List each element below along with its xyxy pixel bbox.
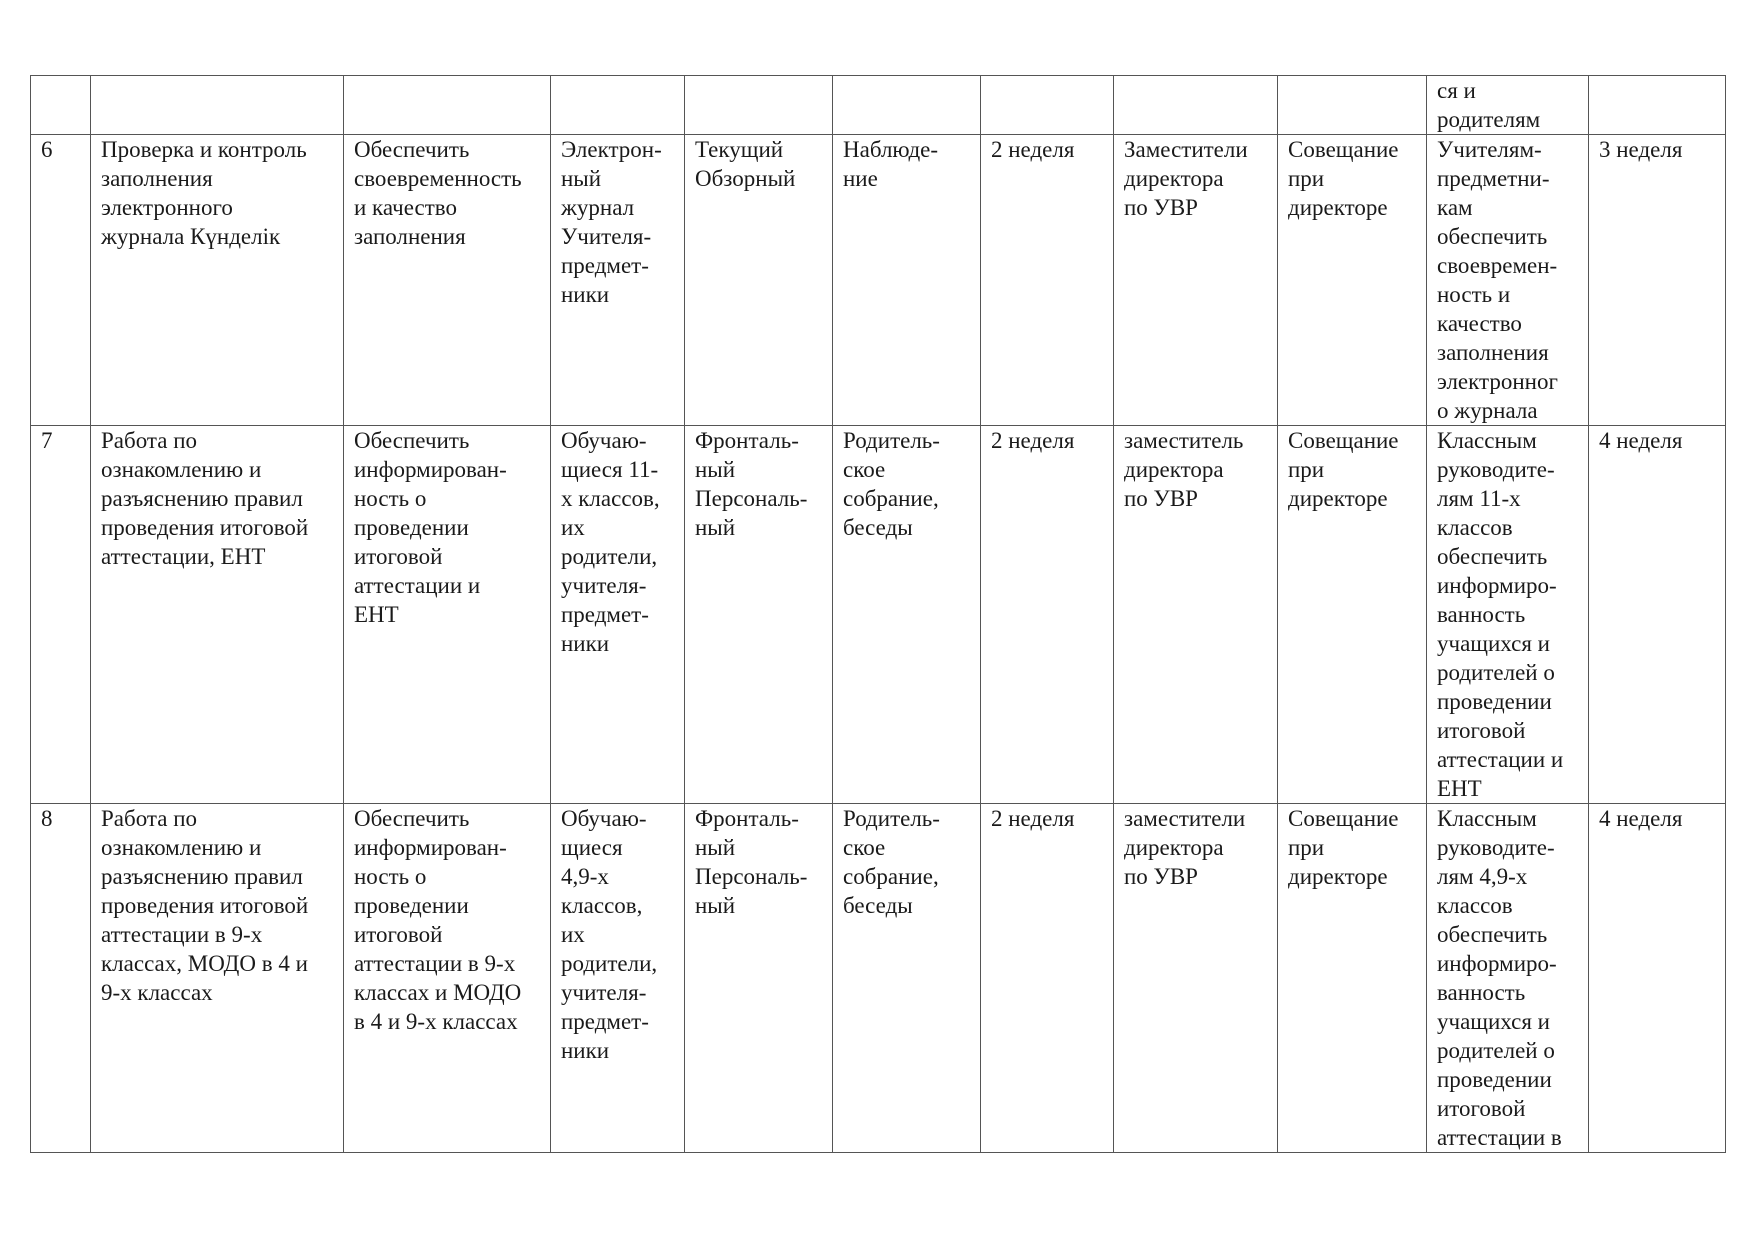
cell-number: 7 bbox=[31, 426, 91, 804]
cell-goal: Обеспечить информирован- ность о проведении итоговой аттестации в 9-х классах и МОДО в 4 и 9-х классах bbox=[344, 804, 551, 1153]
cell-goal: Обеспечить информирован- ность о проведении итоговой аттестации и ЕНТ bbox=[344, 426, 551, 804]
cell-decision: Классным руководите- лям 11-х классов обеспечить информиро- ванность учащихся и родителей о проведении итоговой аттестации и ЕНТ bbox=[1427, 426, 1589, 804]
cell-control-type: Текущий Обзорный bbox=[685, 135, 833, 426]
cell-method: Наблюде- ние bbox=[833, 135, 981, 426]
cell-control-type bbox=[685, 76, 833, 135]
control-plan-table bbox=[30, 75, 1726, 1153]
cell-number: 6 bbox=[31, 135, 91, 426]
cell-method: Родитель- ское собрание, беседы bbox=[833, 426, 981, 804]
cell-responsible: заместители директора по УВР bbox=[1114, 804, 1278, 1153]
cell-responsible: заместитель директора по УВР bbox=[1114, 426, 1278, 804]
cell-review-place: Совещание при директоре bbox=[1278, 804, 1427, 1153]
table-row bbox=[31, 804, 1726, 1153]
table-row bbox=[31, 76, 1726, 135]
cell-object: Электрон- ный журнал Учителя- предмет- ники bbox=[551, 135, 685, 426]
cell-recheck bbox=[1589, 76, 1726, 135]
cell-review-place bbox=[1278, 76, 1427, 135]
cell-goal bbox=[344, 76, 551, 135]
cell-responsible bbox=[1114, 76, 1278, 135]
cell-review-place: Совещание при директоре bbox=[1278, 426, 1427, 804]
cell-recheck: 4 неделя bbox=[1589, 426, 1726, 804]
cell-recheck: 4 неделя bbox=[1589, 804, 1726, 1153]
cell-activity bbox=[91, 76, 344, 135]
cell-method: Родитель- ское собрание, беседы bbox=[833, 804, 981, 1153]
cell-object bbox=[551, 76, 685, 135]
cell-decision: Учителям- предметни- кам обеспечить своевремен- ность и качество заполнения электронног о журнала bbox=[1427, 135, 1589, 426]
cell-method bbox=[833, 76, 981, 135]
cell-responsible: Заместители директора по УВР bbox=[1114, 135, 1278, 426]
cell-number bbox=[31, 76, 91, 135]
cell-object: Обучаю- щиеся 4,9-х классов, их родители, учителя- предмет- ники bbox=[551, 804, 685, 1153]
cell-control-type: Фронталь- ный Персональ- ный bbox=[685, 426, 833, 804]
cell-term: 2 неделя bbox=[981, 135, 1114, 426]
cell-decision: ся и родителям bbox=[1427, 76, 1589, 135]
cell-object: Обучаю- щиеся 11- х классов, их родители, учителя- предмет- ники bbox=[551, 426, 685, 804]
cell-review-place: Совещание при директоре bbox=[1278, 135, 1427, 426]
cell-recheck: 3 неделя bbox=[1589, 135, 1726, 426]
cell-term: 2 неделя bbox=[981, 804, 1114, 1153]
cell-activity: Работа по ознакомлению и разъяснению правил проведения итоговой аттестации, ЕНТ bbox=[91, 426, 344, 804]
cell-number: 8 bbox=[31, 804, 91, 1153]
cell-activity: Проверка и контроль заполнения электронного журнала Күнделік bbox=[91, 135, 344, 426]
cell-goal: Обеспечить своевременность и качество заполнения bbox=[344, 135, 551, 426]
cell-term bbox=[981, 76, 1114, 135]
table-row bbox=[31, 135, 1726, 426]
cell-control-type: Фронталь- ный Персональ- ный bbox=[685, 804, 833, 1153]
table-row bbox=[31, 426, 1726, 804]
cell-activity: Работа по ознакомлению и разъяснению правил проведения итоговой аттестации в 9-х классах, МОДО в 4 и 9-х классах bbox=[91, 804, 344, 1153]
cell-decision: Классным руководите- лям 4,9-х классов обеспечить информиро- ванность учащихся и родителей о проведении итоговой аттестации в bbox=[1427, 804, 1589, 1153]
cell-term: 2 неделя bbox=[981, 426, 1114, 804]
